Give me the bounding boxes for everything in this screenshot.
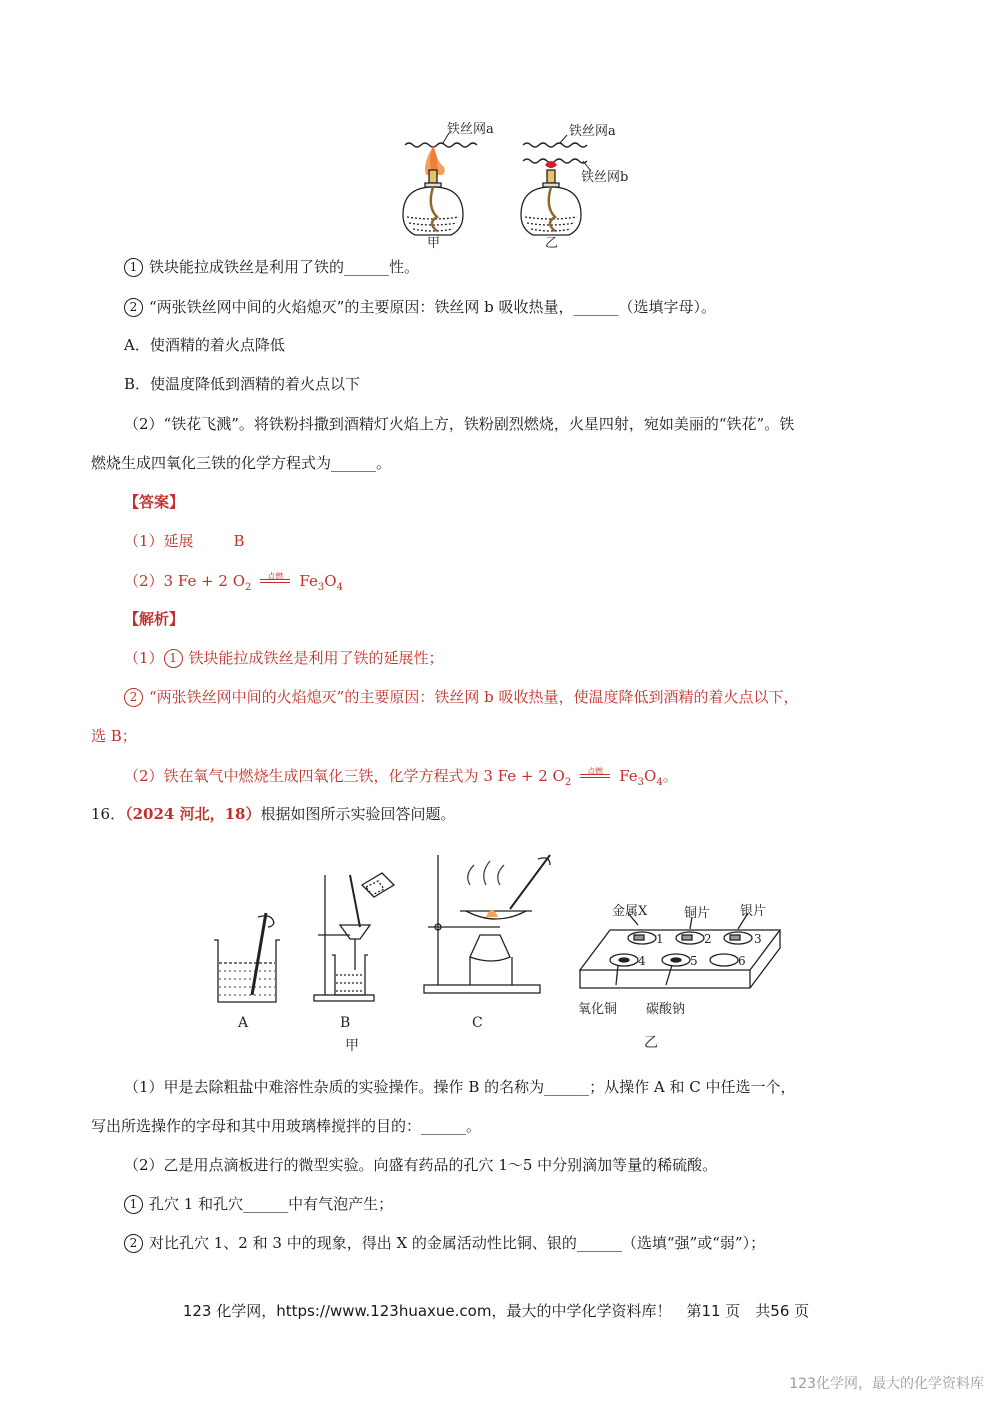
analysis-reaction-condition — [577, 765, 613, 783]
eq-sub-2: 2 — [245, 582, 252, 593]
q16-sub-2-text: 对比孔穴 1、2 和 3 中的现象，得出 X 的金属活动性比铜、银的______（选填“强”或“弱”）； — [149, 1234, 766, 1252]
lamp-jia — [403, 143, 477, 235]
question-16-source: （2024 河北，18） — [125, 805, 261, 823]
label-b: B — [340, 1015, 351, 1031]
hole-1: 1 — [656, 932, 664, 946]
q16-circled-2: 2 — [124, 1234, 143, 1253]
reaction-condition — [257, 570, 293, 588]
label-c: C — [472, 1015, 483, 1031]
condition-label: 点燃 — [267, 572, 284, 581]
hole-6: 6 — [738, 954, 746, 968]
label-na2co3: 碳酸钠 — [646, 1002, 686, 1017]
analysis-2 — [124, 687, 798, 707]
circled-number-2: 2 — [124, 298, 143, 317]
label-a: A — [238, 1015, 249, 1031]
apparatus-a-beaker — [214, 913, 280, 1002]
question-part-2-line2: 燃烧生成四氧化三铁的化学方程式为______。 — [91, 454, 392, 472]
q16-sub-1-text: 孔穴 1 和孔穴______中有气泡产生； — [149, 1195, 394, 1213]
label-cuo: 氧化铜 — [578, 1002, 618, 1017]
question-item-2 — [124, 297, 716, 317]
analysis-heading: 【解析】 — [124, 610, 185, 628]
question-part-2-line1: （2）“铁花飞溅”。将铁粉抖撒到酒精灯火焰上方，铁粉剧烈燃烧，火星四射，宛如美丽的“铁花”。铁 — [124, 415, 795, 433]
question-item-1 — [124, 257, 419, 277]
answer-2-equation — [124, 570, 343, 598]
answer-1-choice: B — [233, 532, 245, 550]
apparatus-b-filtration — [314, 873, 394, 1001]
page-footer: 123 化学网，https://www.123huaxue.com，最大的中学化学资料库！ 第11 页 共56 页 — [182, 1302, 810, 1320]
answer-heading: 【答案】 — [124, 493, 185, 511]
eq-product-o: O — [324, 572, 337, 590]
answer-1 — [124, 531, 245, 551]
q16-part2: （2）乙是用点滴板进行的微型实验。向盛有药品的孔穴 1～5 中分别滴加等量的稀硫酸。 — [124, 1156, 718, 1174]
figure-alcohol-lamps — [395, 115, 655, 250]
label-wire-a-jia: 铁丝网a — [447, 122, 494, 137]
question-16-heading — [91, 804, 455, 824]
analysis-1-prefix: （1） — [124, 649, 164, 667]
label-silver: 银片 — [740, 904, 767, 919]
analysis-circled-2: 2 — [124, 688, 143, 707]
analysis-eq-sub-2: 2 — [564, 777, 572, 788]
analysis-1 — [124, 648, 444, 668]
hole-2: 2 — [704, 932, 712, 946]
apparatus-c-evaporation — [424, 855, 550, 993]
question-16-text: 根据如图所示实验回答问题。 — [260, 805, 456, 823]
spot-plate — [580, 913, 780, 988]
analysis-eq-sub-3: 3 — [637, 777, 645, 788]
analysis-eq-lhs: （2）铁在氧气中燃烧生成四氧化三铁，化学方程式为 3 Fe + 2 O — [124, 767, 565, 785]
eq-sub-3: 3 — [317, 582, 325, 593]
figure-experiments — [200, 845, 800, 1060]
watermark: 123化学网，最大的化学资料库 — [789, 1376, 984, 1392]
caption-jia: 甲 — [427, 236, 441, 250]
hole-4: 4 — [638, 954, 646, 968]
caption-yi-2: 乙 — [644, 1035, 658, 1051]
hole-5: 5 — [690, 954, 698, 968]
analysis-eq-end: 。 — [662, 767, 678, 785]
analysis-4-equation — [124, 765, 678, 793]
hole-3: 3 — [754, 932, 762, 946]
q16-part1-line2: 写出所选操作的字母和其中用玻璃棒搅拌的目的：______。 — [91, 1117, 482, 1135]
question-16-number: 16． — [91, 805, 126, 823]
analysis-eq-o: O — [644, 767, 657, 785]
analysis-1-text: 铁块能拉成铁丝是利用了铁的延展性； — [188, 649, 444, 667]
analysis-2-text: “两张铁丝网中间的火焰熄灭”的主要原因：铁丝网 b 吸收热量，使温度降低到酒精的着火点以下， — [149, 688, 799, 706]
label-copper: 铜片 — [684, 906, 711, 921]
analysis-eq-fe: Fe — [619, 767, 638, 785]
analysis-condition-label: 点燃 — [587, 767, 604, 776]
lamp-yi — [521, 143, 587, 235]
question-item-2-text: “两张铁丝网中间的火焰熄灭”的主要原因：铁丝网 b 吸收热量，______（选填字母）。 — [149, 298, 716, 316]
option-b: B．使温度降低到酒精的着火点以下 — [124, 375, 361, 393]
q16-sub-2 — [124, 1233, 765, 1253]
answer-1-text: （1）延展 — [124, 532, 194, 550]
label-wire-a-yi: 铁丝网a — [569, 124, 616, 139]
caption-yi: 乙 — [545, 236, 559, 250]
label-wire-b-yi: 铁丝网b — [581, 170, 629, 185]
analysis-circled-1: 1 — [164, 649, 183, 668]
analysis-3: 选 B； — [91, 727, 137, 745]
circled-number-1: 1 — [124, 258, 143, 277]
q16-part1-line1: （1）甲是去除粗盐中难溶性杂质的实验操作。操作 B 的名称为______；从操作 A 和 C 中任选一个， — [124, 1078, 796, 1096]
q16-sub-1 — [124, 1194, 393, 1214]
caption-jia-2: 甲 — [345, 1038, 359, 1054]
option-a: A．使酒精的着火点降低 — [124, 336, 285, 354]
eq-sub-4: 4 — [336, 582, 343, 593]
eq-lhs: （2）3 Fe + 2 O — [124, 572, 246, 590]
label-metal-x: 金属X — [612, 904, 648, 919]
q16-circled-1: 1 — [124, 1195, 143, 1214]
analysis-eq-sub-4: 4 — [656, 777, 663, 788]
eq-product-fe: Fe — [299, 572, 318, 590]
question-item-1-text: 铁块能拉成铁丝是利用了铁的______性。 — [149, 258, 420, 276]
